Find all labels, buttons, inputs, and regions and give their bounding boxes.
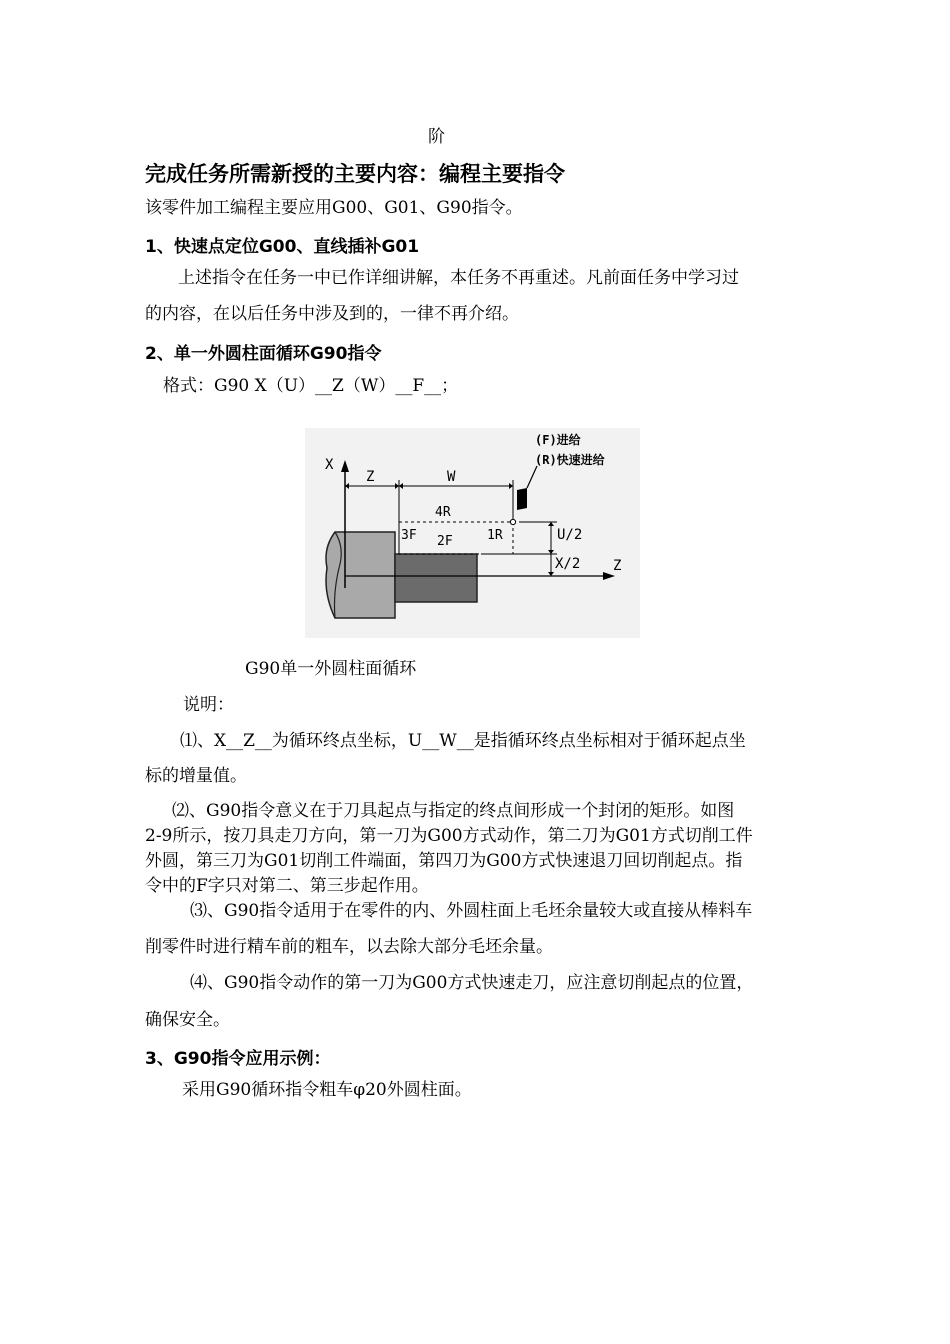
note4-line: ⑷、G90指令动作的第一刀为G00方式快速走刀，应注意切削起点的位置， bbox=[190, 973, 754, 993]
legend-rapid: (R)快速进给 bbox=[535, 453, 605, 467]
note-title: 说明： bbox=[183, 695, 234, 715]
note4-line: 确保安全。 bbox=[145, 1010, 230, 1030]
dim-x2-label: X/2 bbox=[555, 556, 581, 572]
z-axis-label: Z bbox=[613, 558, 622, 574]
cutting-tool bbox=[517, 488, 527, 510]
note3-line: 削零件时进行精车前的粗车，以去除大部分毛坯余量。 bbox=[145, 937, 553, 957]
workpiece-cylinder bbox=[395, 554, 477, 602]
step4-label: 4R bbox=[435, 505, 451, 520]
section3-line: 采用G90循环指令粗车φ20外圆柱面。 bbox=[182, 1080, 472, 1100]
note1-line: ⑴、X__Z__为循环终点坐标，U__W__是指循环终点坐标相对于循环起点坐 bbox=[180, 731, 746, 751]
section1-line: 的内容，在以后任务中涉及到的，一律不再介绍。 bbox=[145, 304, 519, 324]
note2-line: ⑵、G90指令意义在于刀具起点与指定的终点间形成一个封闭的矩形。如图 bbox=[172, 801, 735, 821]
section2-heading: 2、单一外圆柱面循环G90指令 bbox=[145, 344, 382, 364]
chuck-shape bbox=[326, 532, 395, 618]
legend-feed: (F)进给 bbox=[535, 433, 581, 447]
step1-label: 1R bbox=[487, 528, 503, 543]
section1-line: 上述指令在任务一中已作详细讲解，本任务不再重述。凡前面任务中学习过 bbox=[178, 268, 739, 288]
g90-cycle-diagram bbox=[305, 428, 640, 638]
dim-u2-label: U/2 bbox=[557, 527, 583, 543]
page-title: 完成任务所需新授的主要内容：编程主要指令 bbox=[145, 162, 565, 186]
note2-line: 2-9所示，按刀具走刀方向，第一刀为G00方式动作，第二刀为G01方式切削工件 bbox=[145, 826, 753, 846]
figure-caption: G90单一外圆柱面循环 bbox=[245, 659, 417, 679]
cycle-start-point bbox=[510, 519, 515, 524]
format-line: 格式：G90 X（U）__Z（W）__F__； bbox=[163, 376, 459, 396]
section3-heading: 3、G90指令应用示例： bbox=[145, 1049, 331, 1069]
note2-line: 令中的F字只对第二、第三步起作用。 bbox=[145, 876, 429, 896]
page-header-fragment: 阶 bbox=[428, 127, 445, 147]
step3-label: 3F bbox=[401, 528, 417, 543]
dim-z-label: Z bbox=[366, 469, 375, 485]
x-axis-label: X bbox=[325, 457, 334, 473]
note2-line: 外圆，第三刀为G01切削工件端面，第四刀为G00方式快速退刀回切削起点。指 bbox=[145, 851, 743, 871]
note1-line: 标的增量值。 bbox=[145, 766, 247, 786]
dim-w-label: W bbox=[447, 469, 456, 485]
intro-text: 该零件加工编程主要应用G00、G01、G90指令。 bbox=[145, 198, 523, 218]
note3-line: ⑶、G90指令适用于在零件的内、外圆柱面上毛坯余量较大或直接从棒料车 bbox=[190, 901, 753, 921]
step2-label: 2F bbox=[437, 534, 453, 549]
section1-heading: 1、快速点定位G00、直线插补G01 bbox=[145, 237, 420, 257]
